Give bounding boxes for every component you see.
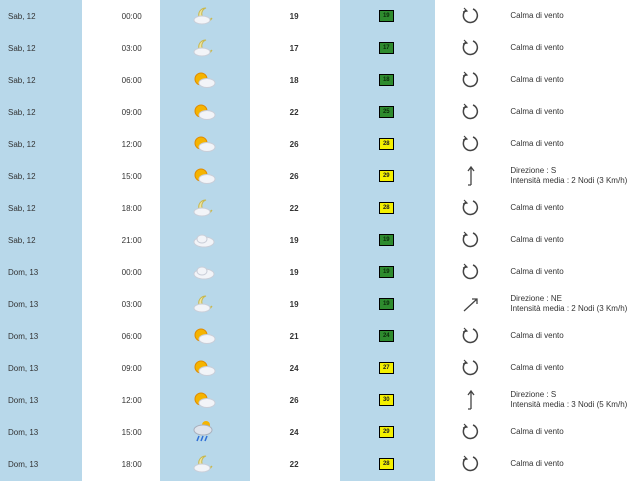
- wind-text-cell: [508, 128, 640, 160]
- wind-text-cell: [508, 352, 640, 384]
- index-cell: [339, 192, 434, 224]
- weather-icon-cell: [160, 0, 250, 32]
- index-badge: 27: [379, 362, 394, 374]
- temperature-cell: 26: [289, 395, 299, 405]
- index-cell: [339, 64, 434, 96]
- wind-text-cell: [508, 320, 640, 352]
- wind-text-cell: [508, 256, 640, 288]
- calm-wind-icon: [434, 326, 509, 346]
- forecast-row: [0, 192, 640, 224]
- wind-icon-cell: [434, 384, 509, 416]
- index-badge: 19: [379, 266, 394, 278]
- calm-wind-icon: [434, 230, 509, 250]
- day-cell: Dom, 13: [8, 299, 39, 309]
- index-badge: 19: [379, 298, 394, 310]
- day-cell: Dom, 13: [8, 459, 39, 469]
- index-cell: [339, 32, 434, 64]
- time-cell: 09:00: [121, 363, 142, 373]
- wind-text-cell: [508, 448, 640, 480]
- wind-icon-cell: [434, 64, 509, 96]
- index-cell: [339, 96, 434, 128]
- wind-icon-cell: [434, 160, 509, 192]
- calm-wind-icon: [434, 358, 509, 378]
- time-cell: 06:00: [121, 331, 142, 341]
- forecast-row: [0, 416, 640, 448]
- wind-text: Calma di vento: [510, 459, 564, 468]
- day-cell: Sab, 12: [8, 75, 36, 85]
- forecast-row: [0, 256, 640, 288]
- index-badge: 17: [379, 42, 394, 54]
- weather-icon-cell: [160, 288, 250, 320]
- forecast-row: [0, 32, 640, 64]
- wind-detail: Intensità media : 2 Nodi (3 Km/h): [510, 304, 628, 313]
- day-cell: Dom, 13: [8, 395, 39, 405]
- calm-wind-icon: [434, 422, 509, 442]
- time-cell: 12:00: [121, 139, 142, 149]
- wind-icon-cell: [434, 128, 509, 160]
- wind-detail: Intensità media : 2 Nodi (3 Km/h): [510, 176, 628, 185]
- weather-icon-cell: [160, 448, 250, 480]
- wind-icon-cell: [434, 0, 509, 32]
- index-cell: [339, 320, 434, 352]
- wind-text: Calma di vento: [510, 235, 564, 244]
- weather-icon-cell: [160, 32, 250, 64]
- index-cell: [339, 0, 434, 32]
- calm-wind-icon: [434, 134, 509, 154]
- forecast-row: [0, 224, 640, 256]
- weather-icon-cell: [160, 96, 250, 128]
- weather-icon-cell: [160, 416, 250, 448]
- index-badge: 28: [379, 202, 394, 214]
- wind-text-cell: [508, 64, 640, 96]
- calm-wind-icon: [434, 6, 509, 26]
- forecast-row: [0, 64, 640, 96]
- temperature-cell: 19: [289, 299, 299, 309]
- index-cell: [339, 448, 434, 480]
- index-cell: [339, 384, 434, 416]
- temperature-cell: 19: [289, 11, 299, 21]
- index-cell: [339, 416, 434, 448]
- cloud-icon: [160, 230, 250, 250]
- index-cell: [339, 256, 434, 288]
- wind-northeast-arrow-icon: [434, 294, 509, 314]
- time-cell: 03:00: [121, 299, 142, 309]
- sun-cloud-icon: [160, 326, 250, 346]
- weather-icon-cell: [160, 320, 250, 352]
- weather-icon-cell: [160, 160, 250, 192]
- temperature-cell: 22: [289, 459, 299, 469]
- wind-text: Calma di vento: [510, 427, 564, 436]
- time-cell: 12:00: [121, 395, 142, 405]
- wind-icon-cell: [434, 256, 509, 288]
- wind-text: Calma di vento: [510, 11, 564, 20]
- calm-wind-icon: [434, 262, 509, 282]
- wind-text-cell: [508, 288, 640, 320]
- wind-text: Calma di vento: [510, 267, 564, 276]
- forecast-row: [0, 160, 640, 192]
- sun-cloud-icon: [160, 102, 250, 122]
- wind-detail: Intensità media : 3 Nodi (5 Km/h): [510, 400, 628, 409]
- forecast-row: [0, 288, 640, 320]
- time-cell: 00:00: [121, 11, 142, 21]
- weather-icon-cell: [160, 256, 250, 288]
- wind-icon-cell: [434, 448, 509, 480]
- day-cell: Sab, 12: [8, 171, 36, 181]
- index-cell: [339, 288, 434, 320]
- forecast-row: [0, 320, 640, 352]
- calm-wind-icon: [434, 198, 509, 218]
- wind-text-cell: [508, 192, 640, 224]
- wind-text: Direzione : NE: [510, 294, 562, 303]
- wind-text: Direzione : S: [510, 390, 557, 399]
- index-cell: [339, 160, 434, 192]
- sun-cloud-icon: [160, 70, 250, 90]
- time-cell: 15:00: [121, 171, 142, 181]
- sun-cloud-icon: [160, 134, 250, 154]
- time-cell: 03:00: [121, 43, 142, 53]
- calm-wind-icon: [434, 454, 509, 474]
- wind-text-cell: [508, 160, 640, 192]
- temperature-cell: 18: [289, 75, 299, 85]
- moon-cloud-icon: [160, 454, 250, 474]
- calm-wind-icon: [434, 38, 509, 58]
- wind-south-arrow-icon: [434, 389, 509, 411]
- wind-text: Calma di vento: [510, 331, 564, 340]
- forecast-row: [0, 384, 640, 416]
- time-cell: 18:00: [121, 203, 142, 213]
- day-cell: Sab, 12: [8, 11, 36, 21]
- index-badge: 19: [379, 234, 394, 246]
- wind-text-cell: [508, 416, 640, 448]
- sun-cloud-icon: [160, 166, 250, 186]
- forecast-row: [0, 352, 640, 384]
- wind-text: Calma di vento: [510, 203, 564, 212]
- wind-text: Direzione : S: [510, 166, 557, 175]
- day-cell: Dom, 13: [8, 427, 39, 437]
- wind-icon-cell: [434, 96, 509, 128]
- temperature-cell: 21: [289, 331, 299, 341]
- temperature-cell: 26: [289, 171, 299, 181]
- wind-text-cell: [508, 32, 640, 64]
- index-badge: 29: [379, 170, 394, 182]
- temperature-cell: 19: [289, 235, 299, 245]
- moon-cloud-icon: [160, 38, 250, 58]
- temperature-cell: 22: [289, 107, 299, 117]
- temperature-cell: 19: [289, 267, 299, 277]
- wind-text: Calma di vento: [510, 43, 564, 52]
- forecast-row: [0, 0, 640, 32]
- cloud-icon: [160, 262, 250, 282]
- temperature-cell: 24: [289, 427, 299, 437]
- wind-icon-cell: [434, 288, 509, 320]
- index-badge: 30: [379, 394, 394, 406]
- sun-cloud-icon: [160, 358, 250, 378]
- forecast-row: [0, 448, 640, 480]
- moon-cloud-icon: [160, 198, 250, 218]
- wind-text-cell: [508, 384, 640, 416]
- wind-icon-cell: [434, 32, 509, 64]
- wind-text: Calma di vento: [510, 139, 564, 148]
- time-cell: 21:00: [121, 235, 142, 245]
- sun-cloud-icon: [160, 390, 250, 410]
- forecast-row: [0, 128, 640, 160]
- weather-icon-cell: [160, 224, 250, 256]
- wind-south-arrow-icon: [434, 165, 509, 187]
- day-cell: Sab, 12: [8, 203, 36, 213]
- index-badge: 29: [379, 426, 394, 438]
- wind-text: Calma di vento: [510, 75, 564, 84]
- weather-icon-cell: [160, 64, 250, 96]
- day-cell: Dom, 13: [8, 363, 39, 373]
- index-badge: 28: [379, 458, 394, 470]
- day-cell: Sab, 12: [8, 139, 36, 149]
- weather-icon-cell: [160, 128, 250, 160]
- wind-text: Calma di vento: [510, 107, 564, 116]
- wind-text-cell: [508, 0, 640, 32]
- day-cell: Dom, 13: [8, 331, 39, 341]
- weather-icon-cell: [160, 384, 250, 416]
- index-cell: [339, 128, 434, 160]
- day-cell: Sab, 12: [8, 107, 36, 117]
- wind-icon-cell: [434, 352, 509, 384]
- time-cell: 09:00: [121, 107, 142, 117]
- day-cell: Sab, 12: [8, 43, 36, 53]
- index-badge: 18: [379, 74, 394, 86]
- rain-cloud-icon: [160, 419, 250, 445]
- index-badge: 28: [379, 138, 394, 150]
- wind-text-cell: [508, 224, 640, 256]
- wind-icon-cell: [434, 320, 509, 352]
- temperature-cell: 17: [289, 43, 299, 53]
- wind-icon-cell: [434, 224, 509, 256]
- moon-cloud-icon: [160, 6, 250, 26]
- temperature-cell: 24: [289, 363, 299, 373]
- temperature-cell: 26: [289, 139, 299, 149]
- time-cell: 06:00: [121, 75, 142, 85]
- time-cell: 15:00: [121, 427, 142, 437]
- wind-text-cell: [508, 96, 640, 128]
- time-cell: 18:00: [121, 459, 142, 469]
- index-badge: 24: [379, 330, 394, 342]
- moon-cloud-icon: [160, 294, 250, 314]
- forecast-row: [0, 96, 640, 128]
- wind-icon-cell: [434, 192, 509, 224]
- weather-icon-cell: [160, 352, 250, 384]
- temperature-cell: 22: [289, 203, 299, 213]
- time-cell: 00:00: [121, 267, 142, 277]
- weather-icon-cell: [160, 192, 250, 224]
- index-badge: 19: [379, 10, 394, 22]
- index-cell: [339, 224, 434, 256]
- wind-icon-cell: [434, 416, 509, 448]
- index-badge: 25: [379, 106, 394, 118]
- calm-wind-icon: [434, 102, 509, 122]
- index-cell: [339, 352, 434, 384]
- wind-text: Calma di vento: [510, 363, 564, 372]
- calm-wind-icon: [434, 70, 509, 90]
- day-cell: Sab, 12: [8, 235, 36, 245]
- day-cell: Dom, 13: [8, 267, 39, 277]
